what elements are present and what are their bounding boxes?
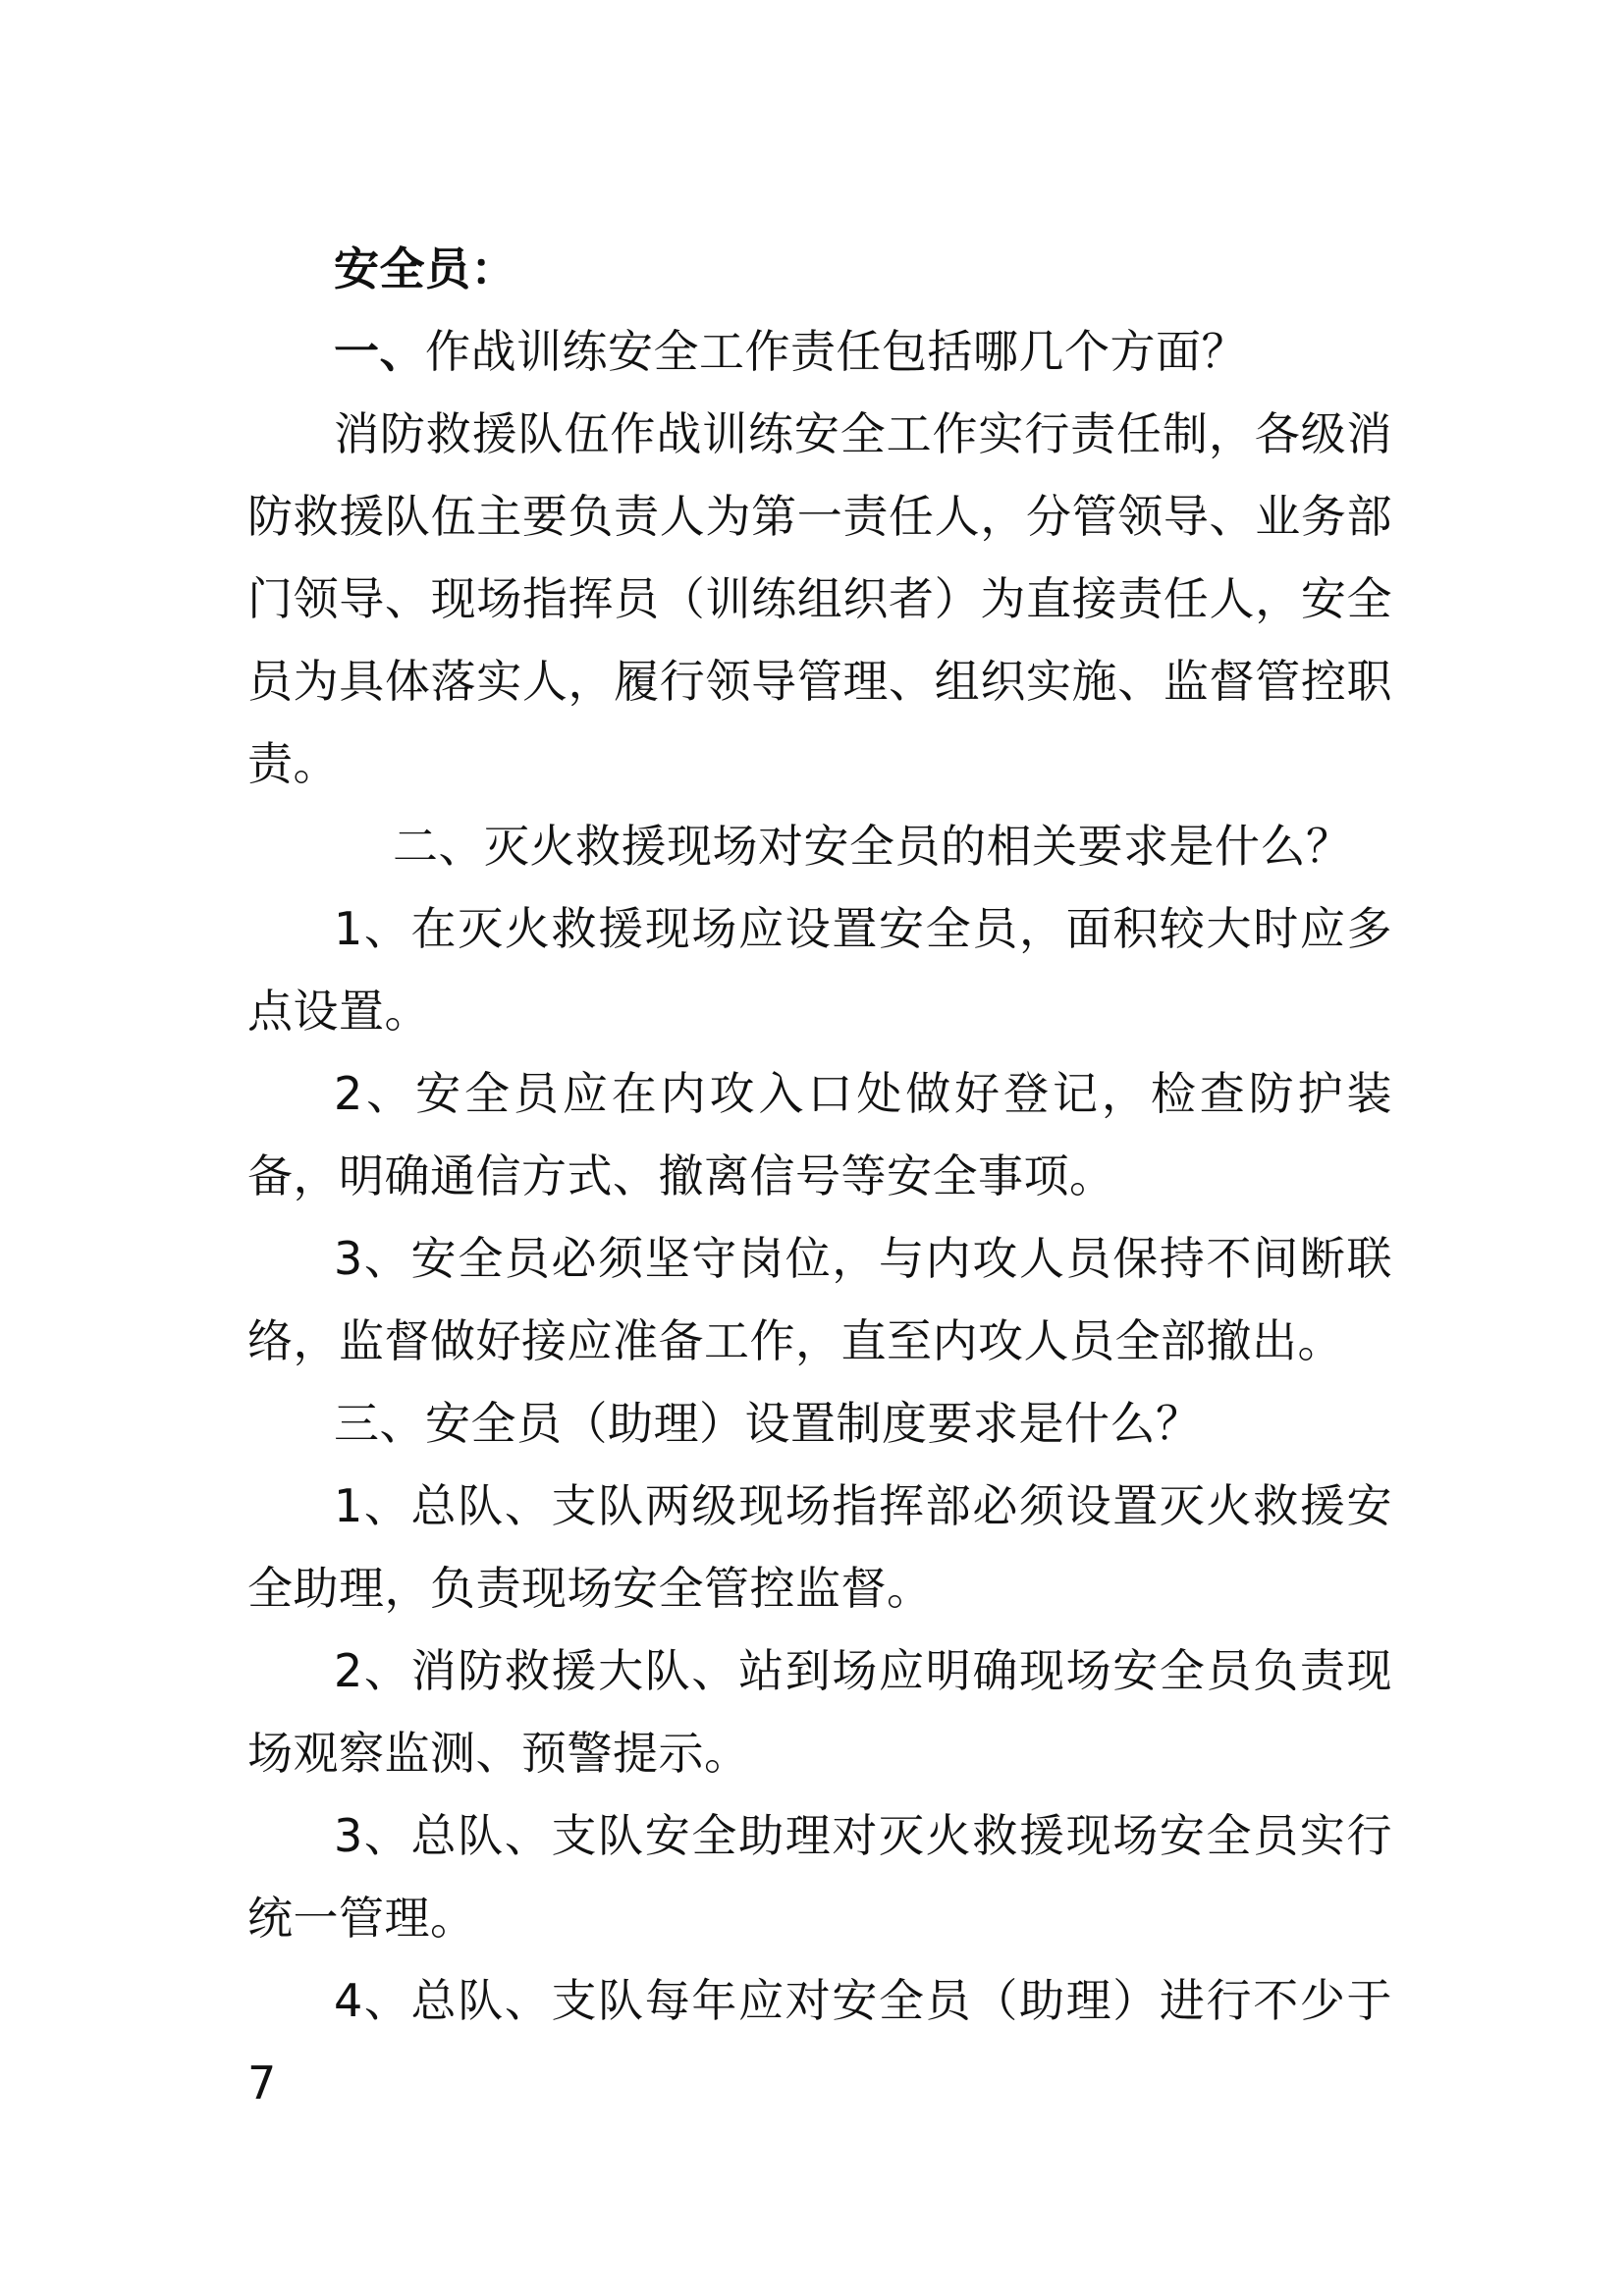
document-title: 安全员： <box>334 242 516 295</box>
section2-item-2: 2、安全员应在内攻入口处做好登记，检查防护装备，明确通信方式、撤离信号等安全事项。 <box>247 1067 1392 1202</box>
section3-item-1: 1、总队、支队两级现场指挥部必须设置灭火救援安全助理，负责现场安全管控监督。 <box>247 1479 1392 1615</box>
section1-heading-text: 作战训练安全工作责任包括哪几个方面？ <box>425 325 1247 378</box>
document-content <box>247 228 1392 2124</box>
section2-heading: 二、灭火救援现场对安全员的相关要求是什么？ <box>393 820 1352 873</box>
section1-number: 一、 <box>334 325 425 378</box>
section3-item-4: 4、总队、支队每年应对安全员（助理）进行不少于 7 <box>247 1974 1392 2109</box>
section3-item-2: 2、消防救援大队、站到场应明确现场安全员负责现场观察监测、预警提示。 <box>247 1644 1392 1780</box>
section2-item-3: 3、安全员必须坚守岗位，与内攻人员保持不间断联络，监督做好接应准备工作，直至内攻人员全部撤出。 <box>247 1232 1392 1367</box>
section2-item-1: 1、在灭火救援现场应设置安全员，面积较大时应多点设置。 <box>247 902 1392 1038</box>
section3-item-3: 3、总队、支队安全助理对灭火救援现场安全员实行统一管理。 <box>247 1809 1392 1945</box>
section3-heading: 三、安全员（助理）设置制度要求是什么？ <box>334 1397 1202 1450</box>
section1-heading <box>247 310 1392 393</box>
section1-body: 消防救援队伍作战训练安全工作实行责任制，各级消防救援队伍主要负责人为第一责任人，分管领导、业务部门领导、现场指挥员（训练组织者）为直接责任人，安全员为具体落实人，履行领导管理、组织实施、监督管控职责。 <box>247 407 1392 790</box>
